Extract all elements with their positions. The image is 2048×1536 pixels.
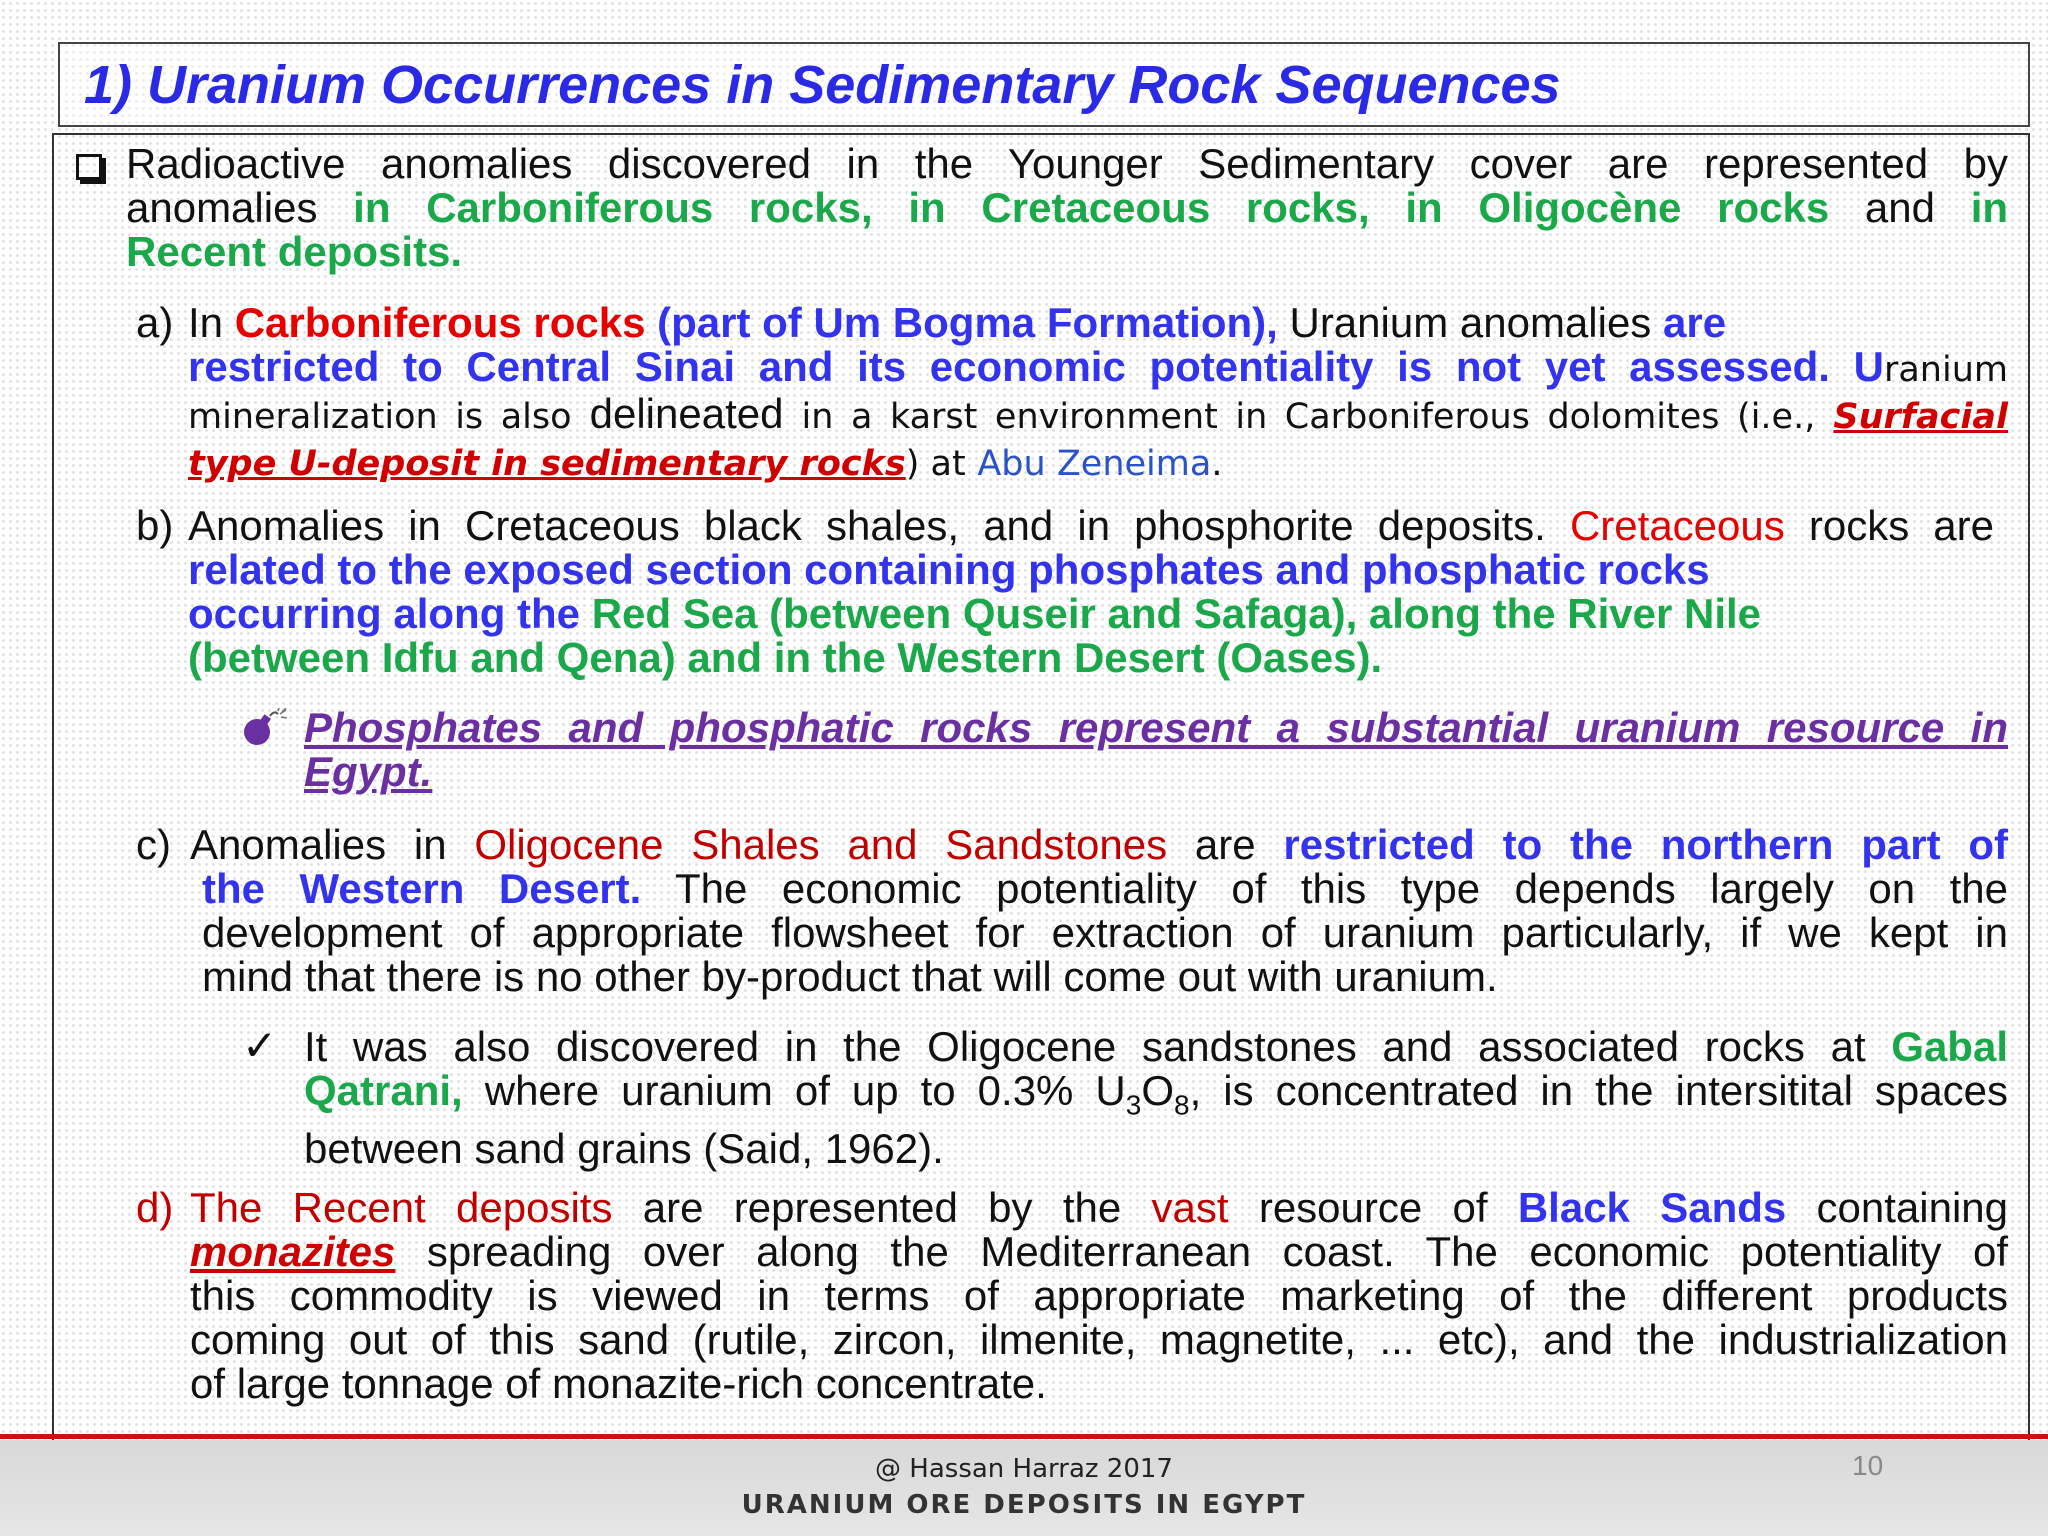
item-c-paragraph (190, 823, 2008, 999)
item-b-line-4: (between Idfu and Qena) and in the Western Desert (Oases). (188, 634, 1383, 681)
item-d-line-1: The Recent deposits are represented by the vast resource of Black Sands containing (190, 1184, 2009, 1231)
footer-subtitle: URANIUM ORE DEPOSITS IN EGYPT (741, 1490, 1307, 1520)
item-a-marker: a) (136, 299, 174, 346)
item-c-line-1: Anomalies in Oligocene Shales and Sandstones are restricted to the northern part of (190, 821, 2008, 868)
phosphate-note-line-1: Phosphates and phosphatic rocks represent a substantial uranium resource in (304, 704, 2008, 751)
item-d-marker: d) (136, 1184, 174, 1231)
gabal-note-line-3: between sand grains (Said, 1962). (304, 1125, 944, 1173)
intro-line-2: anomalies in Carboniferous rocks, in Cretaceous rocks, in Oligocène rocks and in (126, 184, 2009, 231)
phosphate-note (304, 706, 2008, 794)
intro-line-1: Radioactive anomalies discovered in the Younger Sedimentary cover are represented by (126, 140, 2008, 187)
item-d-line-3: this commodity is viewed in terms of appropriate marketing of the different products (190, 1272, 2008, 1319)
slide-title: 1) Uranium Occurrences in Sedimentary Rock Sequences (84, 55, 1561, 115)
item-b-marker: b) (136, 502, 174, 549)
item-a-paragraph (188, 301, 2008, 486)
intro-line-3: Recent deposits. (126, 228, 463, 275)
item-c-line-3: development of appropriate flowsheet for extraction of uranium particularly, if we kept in (202, 909, 2008, 956)
item-d-line-5: of large tonnage of monazite-rich concentrate. (190, 1360, 1047, 1407)
item-a-line-4: type U-deposit in sedimentary rocks) at Abu Zeneima. (188, 444, 1223, 484)
item-c-marker: c) (136, 821, 171, 868)
intro-paragraph (126, 142, 2008, 274)
item-b-line-3: occurring along the Red Sea (between Quseir and Safaga), along the River Nile (188, 590, 1762, 637)
item-c-line-2: the Western Desert. The economic potentiality of this type depends largely on the (202, 865, 2008, 912)
footer-author: @ Hassan Harraz 2017 (875, 1454, 1173, 1484)
item-b-line-2: related to the exposed section containing phosphates and phosphatic rocks (188, 546, 1710, 593)
checkbox-icon (76, 142, 102, 186)
bomb-icon (240, 708, 288, 748)
footer-divider (0, 1434, 2048, 1439)
item-a-line-2: restricted to Central Sinai and its economic potentiality is not yet assessed. Uranium (188, 343, 2008, 390)
title-box (58, 42, 2030, 127)
page-number: 10 (1852, 1450, 1884, 1481)
gabal-note-line-1: It was also discovered in the Oligocene sandstones and associated rocks at Gabal (304, 1023, 2008, 1070)
item-d-line-2: monazites spreading over along the Mediterranean coast. The economic potentiality of (190, 1228, 2009, 1275)
item-a-line-1: In Carboniferous rocks (part of Um Bogma Formation), Uranium anomalies are (188, 299, 1727, 346)
gabal-note-line-2: Qatrani, where uranium of up to 0.3% $U_3O_8$, is concentrated in the intersitital spaces (304, 1067, 2009, 1121)
item-d-line-4: coming out of this sand (rutile, zircon, ilmenite, magnetite, ... etc), and the industrialization (190, 1316, 2008, 1363)
item-a-line-3: mineralization is also delineated in a karst environment in Carboniferous dolomites (i.e., Surfacial (188, 390, 2009, 437)
item-c-line-4: mind that there is no other by-product that will come out with uranium. (202, 953, 1498, 1000)
item-b-line-1: Anomalies in Cretaceous black shales, and in phosphorite deposits. Cretaceous rocks are (188, 502, 1995, 549)
phosphate-note-line-2: Egypt. (304, 748, 433, 795)
item-b-paragraph (188, 504, 1994, 680)
check-mark-icon: ✓ (242, 1022, 278, 1069)
gabal-qatrani-note (304, 1025, 2008, 1171)
item-d-paragraph (190, 1186, 2008, 1406)
